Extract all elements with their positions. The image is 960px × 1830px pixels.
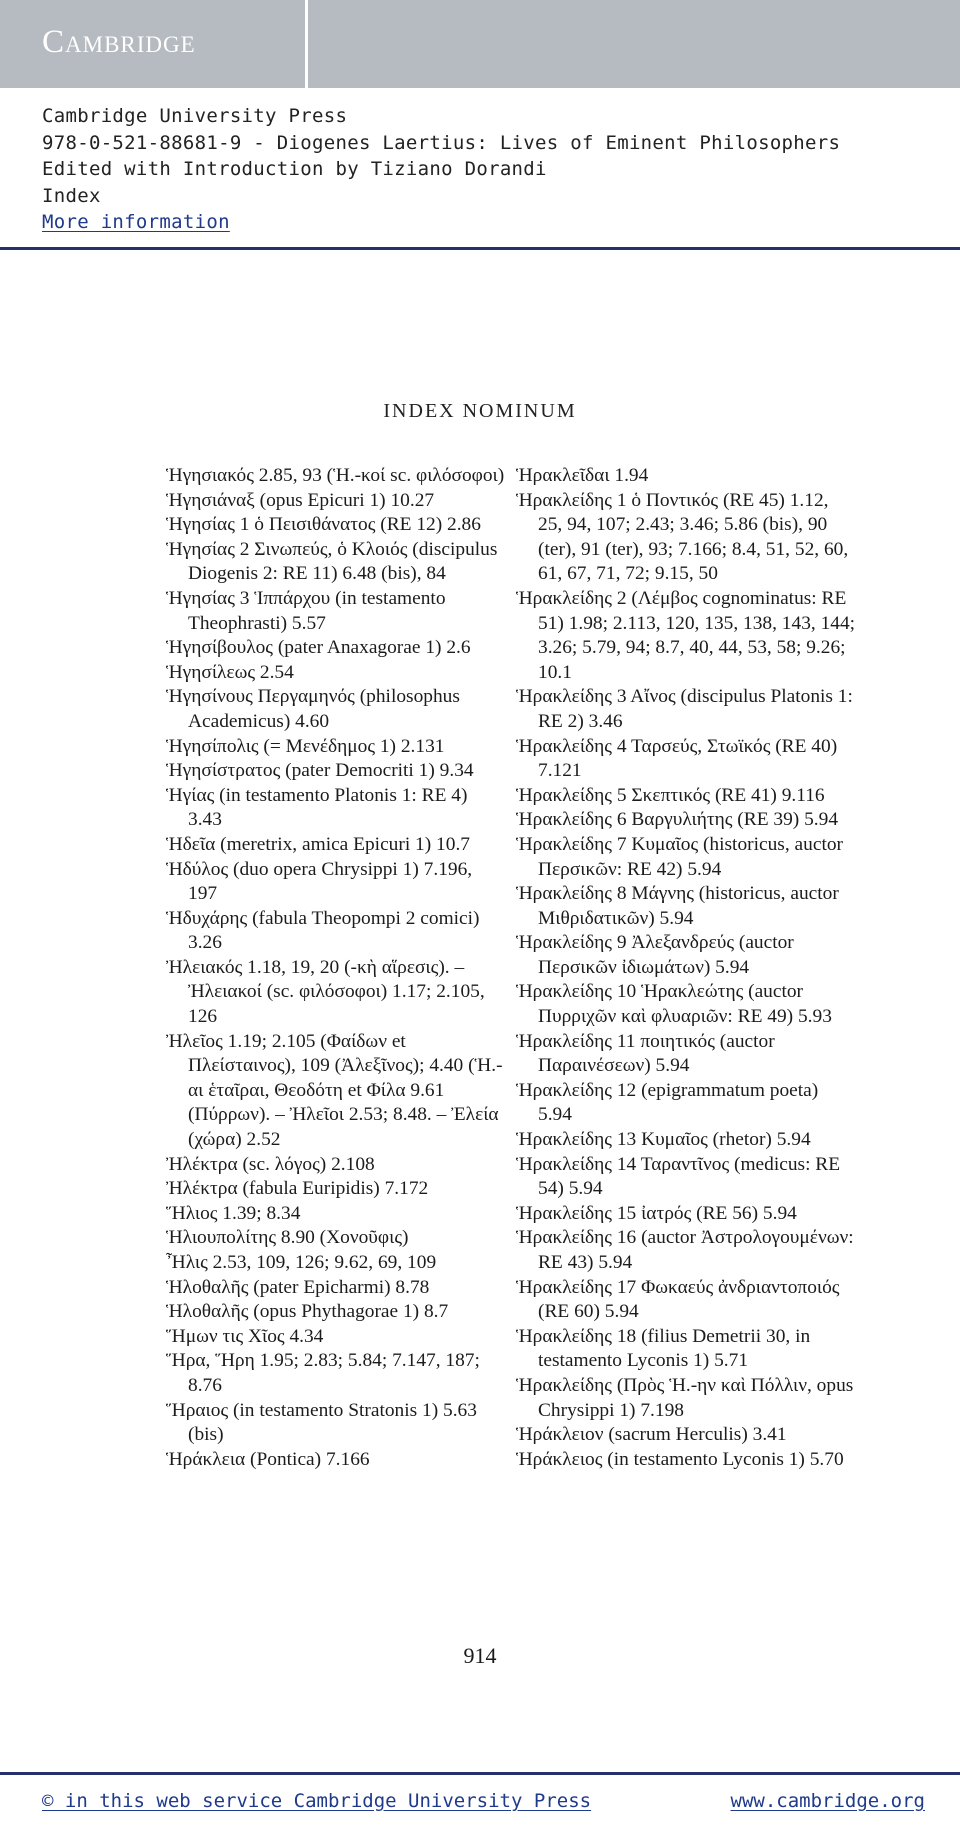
index-entry: Ἥρα, Ἥρη 1.95; 2.83; 5.84; 7.147, 187; 8.76 (166, 1350, 480, 1396)
index-entry: Ἡγησίνους Περγαμηνός (philosophus Academicus) 4.60 (166, 686, 460, 732)
index-entry: Ἦλις 2.53, 109, 126; 9.62, 69, 109 (166, 1252, 437, 1273)
editor-line: Edited with Introduction by Tiziano Dorandi (42, 158, 547, 180)
index-entry: Ἡρακλείδης 2 (Λέμβος cognominatus: RE 51) 1.98; 2.113, 120, 135, 138, 143, 144; 3.26; 5.79, 94; 8.7, 40, 44, 53, 58; 9.26; 10.1 (516, 587, 856, 683)
index-entry: Ἥραιος (in testamento Stratonis 1) 5.63 (bis) (166, 1399, 477, 1446)
index-entry: Ἡγησίστρατος (pater Democriti 1) 9.34 (166, 760, 474, 782)
cambridge-logo: Cambridge (42, 24, 196, 60)
page-heading: INDEX NOMINUM (383, 400, 577, 422)
index-entry: Ἡγησιάναξ (opus Epicuri 1) 10.27 (166, 489, 435, 511)
index-entry: Ἡγησίας 2 Σινωπεύς, ὁ Κλοιός (discipulus Diogenis 2: RE 11) 6.48 (bis), 84 (166, 538, 498, 585)
index-entry: Ἡγησιακός 2.85, 93 (Ἡ.-κοί sc. φιλόσοφοι) (166, 465, 505, 486)
banner-divider (305, 0, 308, 88)
index-entry: Ἡδυχάρης (fabula Theopompi 2 comici) 3.26 (166, 907, 480, 954)
index-entry: Ἡρακλείδης 11 ποιητικός (auctor Παραινέσεων) 5.94 (516, 1030, 775, 1077)
index-entry: Ἡγησίλεως 2.54 (166, 661, 294, 683)
index-entry: Ἡρακλείδης 10 Ἡρακλεώτης (auctor Πυρριχῶν καὶ φλυαριῶν: RE 49) 5.93 (516, 981, 832, 1028)
index-entry: Ἡδύλος (duo opera Chrysippi 1) 7.196, 197 (166, 858, 473, 905)
index-entry: Ἡγησίας 3 Ἱππάρχου (in testamento Theophrasti) 5.57 (166, 587, 446, 634)
index-entry: Ἡλοθαλῆς (pater Epicharmi) 8.78 (166, 1276, 430, 1298)
section-label: Index (42, 184, 101, 207)
index-entry: Ἡρακλείδης 3 Αἴνος (discipulus Platonis 1: RE 2) 3.46 (516, 686, 853, 732)
index-entry: Ἡρακλείδης 13 Κυμαῖος (rhetor) 5.94 (516, 1129, 811, 1151)
index-entry: Ἡρακλείδης 8 Μάγνης (historicus, auctor Μιθριδατικῶν) 5.94 (516, 883, 839, 929)
index-entry: Ἠλεῖος 1.19; 2.105 (Φαίδων et Πλείσταινος), 109 (Ἀλεξῖνος); 4.40 (Ἡ.-αι ἑταῖραι, Θεοδότη et Φίλα 9.61 (Πύρρων). – Ἠλεῖοι 2.53; 8.48. – Ἐλεία (χώρα) 2.52 (166, 1030, 503, 1151)
index-entry: Ἡρακλείδης 1 ὁ Ποντικός (RE 45) 1.12, 25, 94, 107; 2.43; 3.46; 5.86 (bis), 90 (ter), 91 (ter), 93; 7.166; 8.4, 51, 52, 60, 61, 67, 71, 72; 9.15, 50 (516, 489, 849, 585)
index-column-left (166, 464, 506, 1472)
index-entry: Ἡλιουπολίτης 8.90 (Χονοῦφις) (166, 1227, 409, 1249)
page-number: 914 (463, 1643, 497, 1668)
index-entry: Ἡρακλείδης 6 Βαργυλιήτης (RE 39) 5.94 (516, 809, 839, 831)
header-rule (0, 247, 960, 250)
index-entry: Ἥλιος 1.39; 8.34 (166, 1202, 301, 1224)
index-entry: Ἡράκλειος (in testamento Lyconis 1) 5.70 (516, 1448, 844, 1470)
index-entry: Ἡδεῖα (meretrix, amica Epicuri 1) 10.7 (166, 833, 470, 855)
copyright-link[interactable]: © in this web service Cambridge University Press (42, 1790, 592, 1812)
index-entry: Ἠλειακός 1.18, 19, 20 (-κὴ αἵρεσις). – Ἠλειακοί (sc. φιλόσοφοι) 1.17; 2.105, 126 (166, 956, 485, 1028)
index-entry: Ἡρακλείδης 4 Ταρσεύς, Στωϊκός (RE 40) 7.121 (516, 735, 838, 782)
publication-info (42, 103, 840, 236)
isbn-title: 978-0-521-88681-9 - Diogenes Laertius: Lives of Eminent Philosophers (42, 131, 841, 154)
index-entry: Ἡρακλείδης 15 ἰατρός (RE 56) 5.94 (516, 1202, 797, 1224)
publisher-name: Cambridge University Press (42, 105, 348, 127)
footer-rule (0, 1772, 960, 1775)
index-column-right (516, 464, 856, 1472)
index-entry: Ἡρακλείδης (Πρὸς Ἡ.-ην καὶ Πόλλιν, opus Chrysippi 1) 7.198 (516, 1374, 854, 1421)
index-entry: Ἥμων τις Χῖος 4.34 (166, 1325, 324, 1347)
index-entry: Ἡγίας (in testamento Platonis 1: RE 4) 3.43 (166, 784, 468, 831)
index-entry: Ἡρακλείδης 12 (epigrammatum poeta) 5.94 (516, 1079, 819, 1126)
index-entry: Ἡγησίας 1 ὁ Πεισιθάνατος (RE 12) 2.86 (166, 514, 481, 536)
index-entry: Ἡρακλείδης 18 (filius Demetrii 30, in testamento Lyconis 1) 5.71 (516, 1325, 811, 1372)
index-entry: Ἠλέκτρα (fabula Euripidis) 7.172 (166, 1178, 429, 1200)
index-entry: Ἡρακλείδης 9 Ἀλεξανδρεύς (auctor Περσικῶν ἰδιωμάτων) 5.94 (516, 932, 794, 978)
index-entry: Ἡράκλειον (sacrum Herculis) 3.41 (516, 1424, 787, 1446)
index-entry: Ἡρακλείδης 7 Κυμαῖος (historicus, auctor Περσικῶν: RE 42) 5.94 (516, 833, 843, 880)
index-entry: Ἡλοθαλῆς (opus Phythagorae 1) 8.7 (166, 1301, 449, 1323)
index-entry: Ἡρακλείδης 17 Φωκαεύς ἀνδριαντοποιός (RE 60) 5.94 (516, 1276, 840, 1323)
website-link[interactable]: www.cambridge.org (730, 1790, 925, 1812)
index-entry: Ἠλέκτρα (sc. λόγος) 2.108 (166, 1153, 375, 1175)
index-entry: Ἡρακλείδης 16 (auctor Ἀστρολογουμένων: RE 43) 5.94 (516, 1227, 854, 1273)
index-entry: Ἡγησίβουλος (pater Anaxagorae 1) 2.6 (166, 637, 471, 659)
index-entry: Ἡρακλείδης 5 Σκεπτικός (RE 41) 9.116 (516, 784, 825, 806)
index-entry: Ἡρακλεῖδαι 1.94 (516, 465, 649, 486)
header-banner (0, 0, 960, 88)
index-entry: Ἡρακλείδης 14 Ταραντῖνος (medicus: RE 54) 5.94 (516, 1153, 841, 1200)
index-entry: Ἡγησίπολις (= Μενέδημος 1) 2.131 (166, 735, 445, 757)
more-information-link[interactable]: More information (42, 211, 230, 233)
index-entry: Ἡράκλεια (Pontica) 7.166 (166, 1448, 370, 1470)
